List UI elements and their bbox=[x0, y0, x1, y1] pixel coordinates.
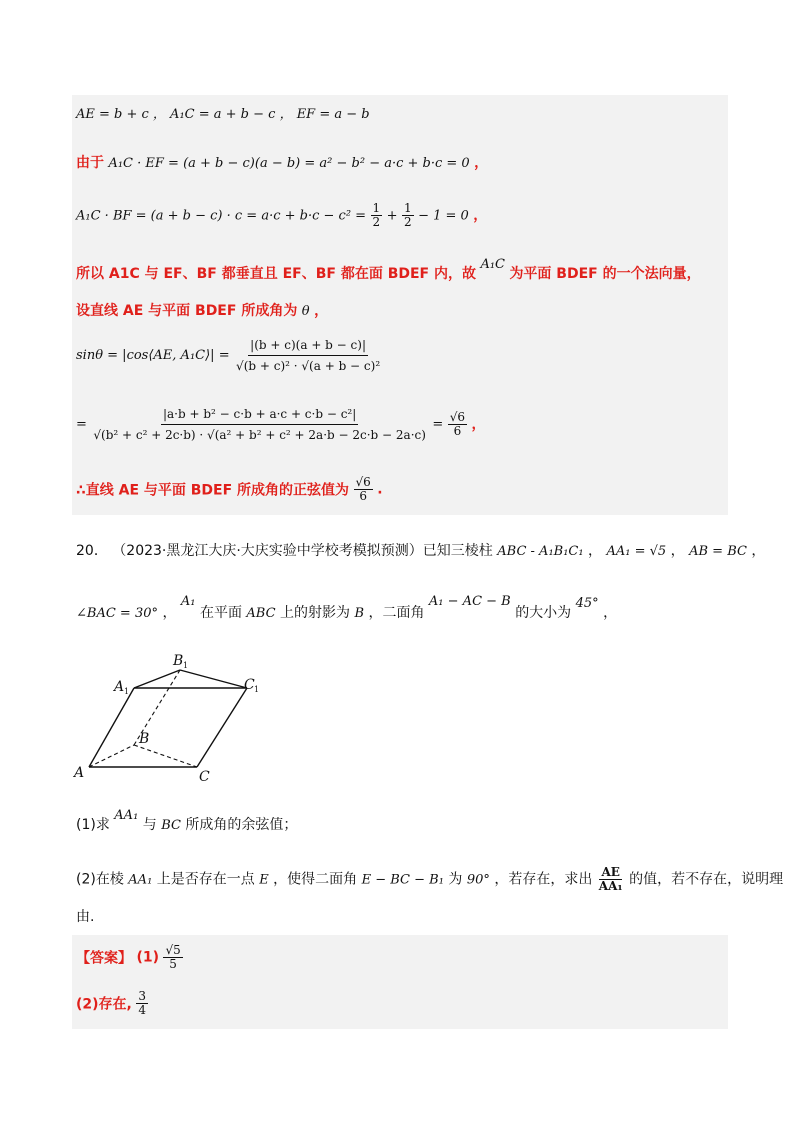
angle-45: 45° bbox=[575, 596, 599, 611]
frac-den: 6 bbox=[359, 489, 367, 503]
q2-suffix: 的值，若不存在，说明理 bbox=[629, 871, 784, 888]
text: ，若存在，求出 bbox=[494, 871, 593, 888]
solution-line-normal-vector bbox=[76, 257, 701, 283]
problem-20-line1 bbox=[76, 540, 765, 560]
q1-prefix: (1)求 bbox=[76, 817, 110, 833]
dihedral-angle: A₁ − AC − B bbox=[428, 594, 511, 609]
label-c: C bbox=[199, 769, 210, 785]
angle-bac: ∠BAC = 30° bbox=[76, 606, 158, 621]
text: ，使得二面角 bbox=[273, 871, 358, 888]
solution-line-expanded bbox=[76, 404, 485, 445]
solution-line-dot-bf bbox=[76, 202, 487, 229]
label-b: B bbox=[139, 731, 150, 747]
text: 在平面 bbox=[199, 605, 242, 621]
frac-num: √6 bbox=[355, 475, 371, 489]
frac-num: AE bbox=[601, 865, 620, 879]
frac-num: 1 bbox=[403, 201, 412, 215]
fraction-half-1 bbox=[371, 202, 383, 229]
solution-line-vectors bbox=[76, 103, 370, 122]
answer-tag: 【答案】 bbox=[76, 950, 132, 967]
q1-bc: BC bbox=[161, 818, 181, 833]
dot-product-bf: A₁C · BF = (a + b − c) · c = a·c + b·c − c² = bbox=[76, 208, 367, 224]
ab-equals-bc: AB = BC bbox=[689, 544, 747, 559]
label-b1: B bbox=[173, 653, 184, 669]
edge-c-c1 bbox=[197, 688, 247, 767]
comma: ， bbox=[588, 543, 603, 559]
question-2-cont bbox=[76, 906, 94, 926]
vector-definitions: AE = b + c ， A₁C = a + b − c ， EF = a − b bbox=[76, 107, 370, 122]
normal-vector-suffix: 为平面 BDEF 的一个法向量， bbox=[509, 266, 701, 282]
edge-b1-c1 bbox=[180, 670, 247, 688]
frac-num: 1 bbox=[372, 201, 381, 215]
answer-line-2 bbox=[76, 990, 148, 1017]
answer-part-2-label: (2)存在, bbox=[76, 996, 132, 1013]
text: 上的射影为 bbox=[280, 605, 350, 621]
sub-c1: 1 bbox=[254, 685, 260, 694]
answer-1-fraction bbox=[163, 944, 182, 971]
frac-num: 3 bbox=[138, 989, 146, 1003]
solution-line-conclusion bbox=[76, 476, 383, 503]
frac-den: 5 bbox=[169, 957, 177, 971]
vector-a1c: A₁C bbox=[480, 257, 505, 272]
comma: ， bbox=[603, 605, 618, 621]
sub-a1: 1 bbox=[124, 687, 130, 696]
plus-sign: + bbox=[386, 208, 398, 224]
frac-num: |a·b + b² − c·b + a·c + c·b − c²| bbox=[161, 404, 358, 425]
expanded-fraction bbox=[91, 404, 428, 445]
frac-num: √6 bbox=[449, 410, 466, 424]
frac-den: 2 bbox=[403, 215, 412, 229]
q1-aa1: AA₁ bbox=[114, 808, 139, 823]
comma: ， bbox=[473, 207, 488, 224]
comma: ， bbox=[162, 605, 177, 621]
point-e: E bbox=[259, 872, 269, 888]
text: 与 bbox=[142, 817, 157, 833]
text: ，二面角 bbox=[368, 605, 425, 621]
answer-part-1-label: (1) bbox=[136, 949, 159, 966]
text: 的大小为 bbox=[515, 605, 572, 621]
plane-abc: ABC bbox=[246, 606, 276, 621]
normal-vector-text: 所以 A1C 与 EF、BF 都垂直且 EF、BF 都在面 BDEF 内，故 bbox=[76, 266, 476, 282]
text: 为 bbox=[448, 871, 463, 888]
edge-b-c-dashed bbox=[134, 745, 197, 767]
point-b: B bbox=[354, 606, 365, 621]
frac-den: AA₁ bbox=[598, 879, 623, 893]
solution-line-sin bbox=[76, 335, 382, 376]
ratio-ae-aa1 bbox=[597, 866, 625, 893]
solution-line-angle-def bbox=[76, 300, 328, 320]
q2-prefix: (2)在棱 bbox=[76, 871, 124, 888]
comma: ， bbox=[471, 416, 486, 433]
answer-line-1 bbox=[76, 944, 183, 971]
aa1-length: AA₁ = √5 bbox=[606, 544, 667, 559]
q2-dihedral: E − BC − B₁ bbox=[361, 872, 444, 888]
q2-continuation: 由. bbox=[76, 909, 95, 925]
frac-den: 2 bbox=[372, 215, 381, 229]
sin-theta-lhs: sinθ = |cos⟨AE, A₁C⟩| = bbox=[76, 348, 230, 363]
result-fraction bbox=[448, 411, 467, 438]
fraction-half-2 bbox=[402, 202, 414, 229]
sub-b1: 1 bbox=[183, 661, 189, 670]
problem-source: （2023·黑龙江大庆·大庆实验中学校考模拟预测）已知三棱柱 bbox=[112, 543, 493, 559]
q2-aa1: AA₁ bbox=[128, 872, 153, 888]
comma: ， bbox=[751, 543, 766, 559]
frac-den: 4 bbox=[138, 1003, 146, 1017]
frac-den: √(b² + c² + 2c·b) · √(a² + b² + c² + 2a·b − 2c·b − 2a·c) bbox=[93, 428, 426, 442]
frac-den: 6 bbox=[453, 424, 462, 438]
theta-symbol: θ bbox=[301, 304, 310, 319]
sin-theta-fraction bbox=[234, 335, 382, 376]
edge-a1-b1 bbox=[134, 670, 180, 688]
frac-num: |(b + c)(a + b − c)| bbox=[248, 335, 368, 356]
dot-product-ef: A₁C · EF = (a + b − c)(a − b) = a² − b² − a·c + b·c = 0 bbox=[108, 156, 470, 171]
label-a1: A bbox=[114, 679, 125, 695]
solution-line-dot-ef bbox=[76, 152, 488, 172]
problem-20-line2 bbox=[76, 594, 618, 622]
prism-name: ABC - A₁B₁C₁ bbox=[497, 544, 584, 559]
question-1 bbox=[76, 808, 298, 834]
comma: ， bbox=[670, 543, 685, 559]
comma: ， bbox=[314, 303, 329, 319]
label-a: A bbox=[74, 765, 85, 781]
conclusion-fraction bbox=[354, 476, 373, 503]
equation-tail: − 1 = 0 bbox=[418, 208, 469, 224]
point-a1: A₁ bbox=[180, 594, 196, 609]
frac-den: √(b + c)² · √(a + b − c)² bbox=[236, 359, 381, 373]
label-c1: C bbox=[244, 677, 255, 693]
prism-diagram bbox=[72, 645, 302, 785]
frac-num: √5 bbox=[165, 943, 181, 957]
angle-def-text: 设直线 AE 与平面 BDEF 所成角为 bbox=[76, 303, 298, 319]
comma: ， bbox=[474, 155, 489, 171]
problem-number: 20． bbox=[76, 543, 108, 559]
q1-suffix: 所成角的余弦值； bbox=[185, 817, 298, 833]
equals-sign: = bbox=[432, 417, 444, 432]
since-label: 由于 bbox=[76, 155, 104, 171]
conclusion-text: ∴直线 AE 与平面 BDEF 所成角的正弦值为 bbox=[76, 482, 350, 499]
text: 上是否存在一点 bbox=[156, 871, 255, 888]
answer-2-fraction bbox=[136, 990, 148, 1017]
edge-a-a1 bbox=[89, 688, 134, 767]
question-2 bbox=[76, 866, 783, 893]
equals-sign: = bbox=[76, 417, 87, 432]
period: . bbox=[377, 481, 383, 498]
angle-90: 90° bbox=[466, 872, 490, 888]
